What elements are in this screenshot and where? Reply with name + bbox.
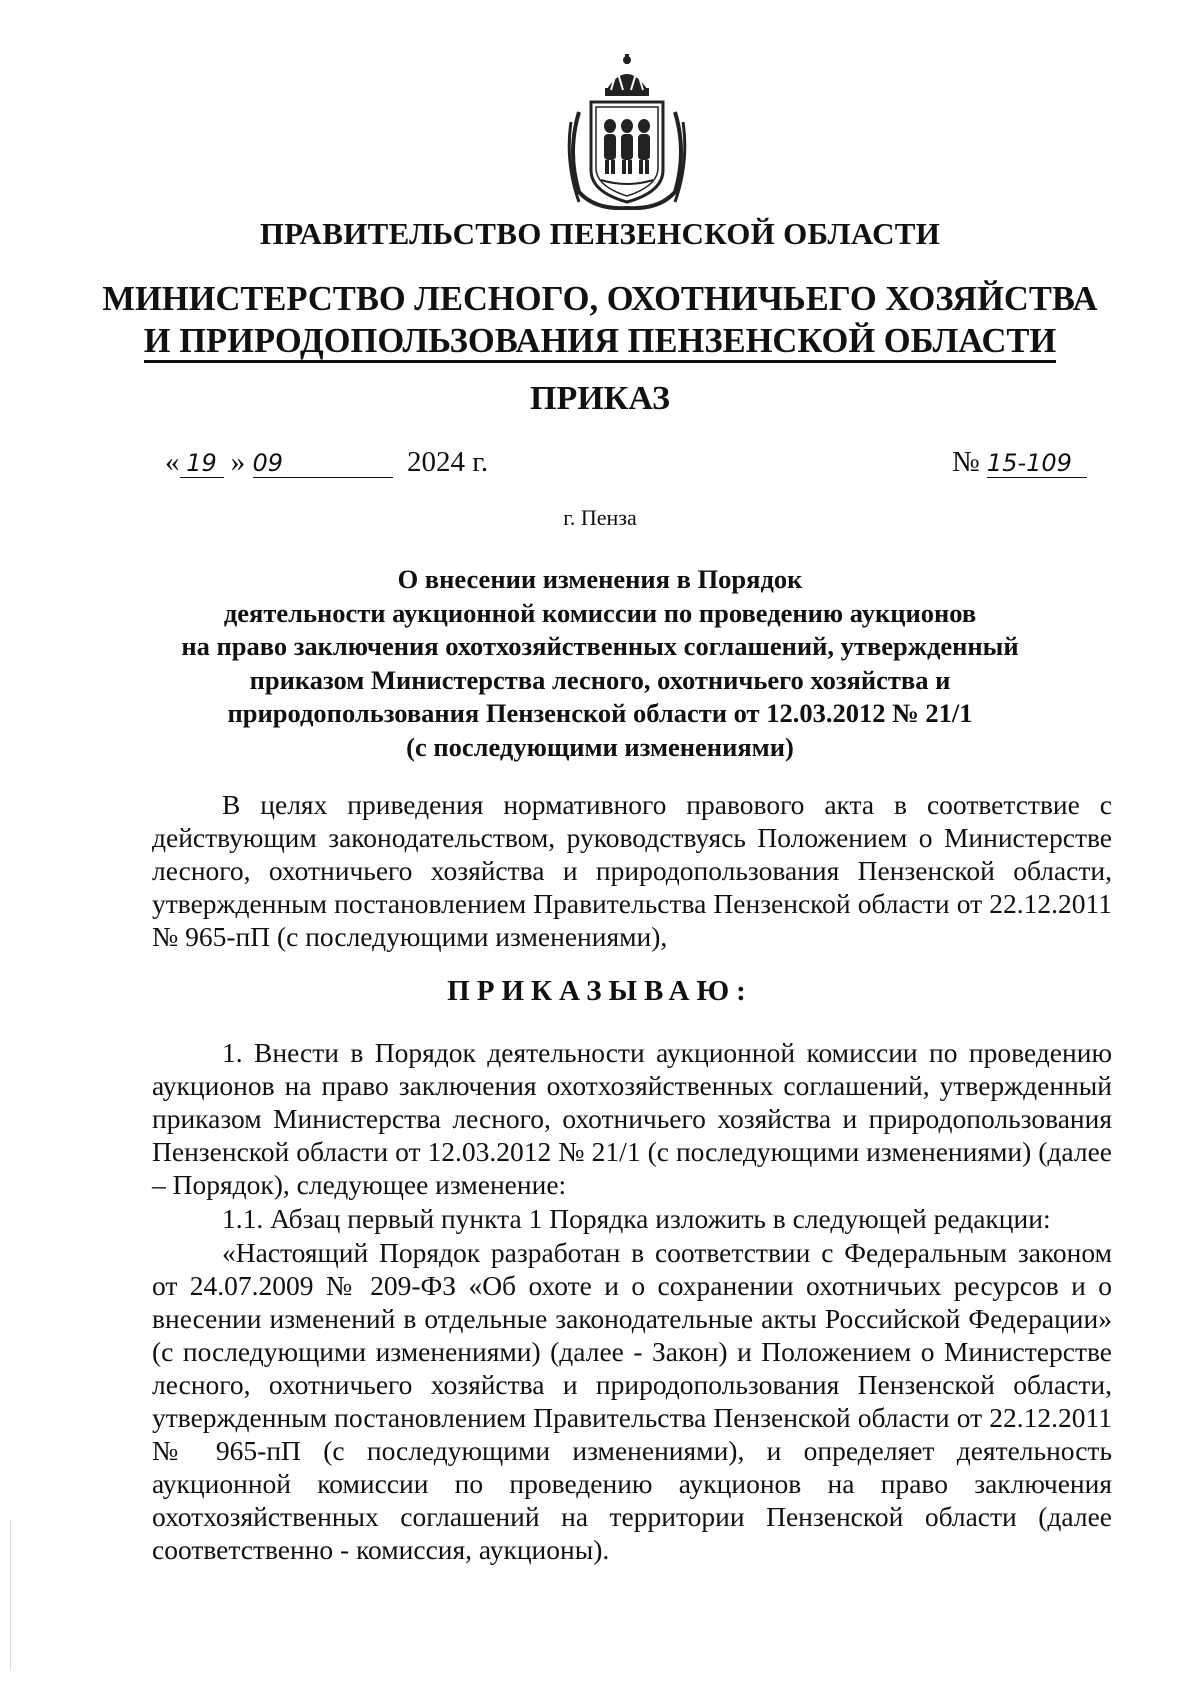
preamble-paragraph: В целях приведения нормативного правового акта в соответствие с действующим законодательством, руководствуясь Положением о Министерстве лесного, охотничьего хозяйства и природопользования Пензенской области, утвержденным постановлением Правительства Пензенской области от 22.12.2011 № 965-пП (с последующими изменениями), <box>152 789 1112 952</box>
date-open-quote: « <box>165 446 180 478</box>
subject-line: на право заключения охотхозяйственных соглашений, утвержденный <box>181 631 1019 661</box>
date-close-quote: » <box>230 446 246 478</box>
number-prefix: № <box>952 446 980 478</box>
ministry-title-line2: И ПРИРОДОПОЛЬЗОВАНИЯ ПЕНЗЕНСКОЙ ОБЛАСТИ <box>144 322 1056 363</box>
subject-line: природопользования Пензенской области от 12.03.2012 № 21/1 <box>227 698 973 728</box>
city: г. Пенза <box>563 505 637 530</box>
order-heading: ПРИКАЗЫВАЮ: <box>447 975 753 1007</box>
subject-line: деятельности аукционной комиссии по проведению аукционов <box>223 597 977 628</box>
document-type: ПРИКАЗ <box>530 380 670 417</box>
subject-line: О внесении изменения в Порядок <box>397 564 803 594</box>
document-subject <box>0 563 1200 764</box>
document-number <box>952 446 1087 479</box>
date-year: 2024 г. <box>407 446 489 478</box>
quoted-paragraph: «Настоящий Порядок разработан в соответствии с Федеральным законом от 24.07.2009 № 209-ФЗ «Об охоте и о сохранении охотничьих ресурсов и о внесении изменений в отдельные законодательные акты Российской Федерации» (с последующими изменениями) (далее - Закон) и Положением о Министерстве лесного, охотничьего хозяйства и природопользования Пензенской области, утвержденным постановлением Правительства Пензенской области от 22.12.2011 № 965-пП (с последующими изменениями), и определяет деятельность аукционной комиссии по проведению аукционов на право заключения охотхозяйственных соглашений на территории Пензенской области (далее соответственно - комиссия, аукционы). <box>152 1237 1112 1565</box>
ministry-title-line1: МИНИСТЕРСТВО ЛЕСНОГО, ОХОТНИЧЬЕГО ХОЗЯЙСТВА <box>102 280 1098 318</box>
scan-margin-line <box>10 1520 11 1670</box>
date-month: 09 <box>253 449 393 478</box>
subject-line: приказом Министерства лесного, охотничьего хозяйства и <box>249 664 951 695</box>
government-title: ПРАВИТЕЛЬСТВО ПЕНЗЕНСКОЙ ОБЛАСТИ <box>259 216 941 251</box>
item-1-1-paragraph: 1.1. Абзац первый пункта 1 Порядка изложить в следующей редакции: <box>222 1203 1051 1234</box>
item-1-paragraph: 1. Внести в Порядок деятельности аукционной комиссии по проведению аукционов на право заключения охотхозяйственных соглашений, утвержденный приказом Министерства лесного, охотничьего хозяйства и природопользования Пензенской области от 12.03.2012 № 21/1 (с последующими изменениями) (далее – Порядок), следующее изменение: <box>152 1037 1112 1200</box>
date-day: 19 <box>180 449 224 478</box>
subject-line: (с последующими изменениями) <box>406 731 794 762</box>
document-date <box>165 446 488 479</box>
number-value: 15-109 <box>987 449 1087 478</box>
coat-of-arms-icon <box>565 52 689 210</box>
ministry-title <box>0 278 1200 362</box>
